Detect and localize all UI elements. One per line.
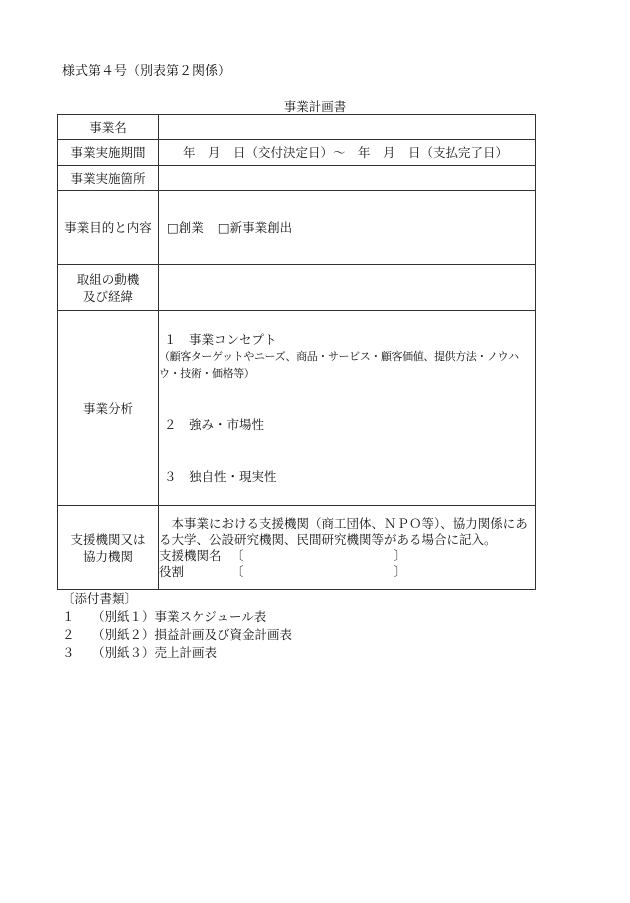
checkbox-startup[interactable]: □創業 [167,220,204,235]
attachment-item [62,626,292,644]
period-text: 年 月 日（交付決定日）～ 年 月 日（支払完了日） [183,145,509,160]
attachment-num: ２ [62,627,75,642]
attachment-num: １ [62,609,75,624]
location-field[interactable] [159,166,536,191]
row-support [58,506,536,590]
row-analysis [58,311,536,506]
motivation-label [58,265,159,311]
attachment-num: ３ [62,645,75,660]
support-label-line2: 協力機関 [82,548,133,564]
purpose-field[interactable] [159,191,536,265]
support-role-close: 〕 [393,563,407,579]
support-org-close: 〕 [393,547,407,563]
support-org-line [159,548,535,564]
attachment-text: （別紙３）売上計画表 [92,645,218,660]
row-business-name [58,115,536,140]
support-label-line1: 支援機関又は [70,531,146,547]
support-field[interactable] [159,506,536,590]
attachments [62,590,292,662]
support-role-line [159,564,535,580]
document-title: 事業計画書 [283,99,347,114]
checkbox-new-business[interactable]: □新事業創出 [217,220,293,235]
analysis-field[interactable] [159,311,536,506]
period-field[interactable] [159,140,536,166]
motivation-label-line1: 取組の動機 [76,271,140,287]
business-name-field[interactable] [159,115,536,140]
support-org-label: 支援機関名 [159,547,222,563]
purpose-label: 事業目的と内容 [58,191,159,265]
support-description: 本事業における支援機関（商工団体、ＮＰＯ等）、協力関係にある大学、公設研究機関、民間研究機関等がある場合に記入。 [159,515,528,547]
analysis-concept-note: （顧客ターゲットやニーズ、商品・サービス・顧客価値、提供方法・ノウハウ・技術・価格等） [159,350,519,380]
row-purpose [58,191,536,265]
purpose-options [159,219,535,236]
support-role-open: 〔 [231,563,244,579]
attachment-item [62,608,292,626]
row-location [58,166,536,191]
location-label: 事業実施箇所 [58,166,159,191]
analysis-item-uniqueness: ３ 独自性・現実性 [164,469,277,484]
attachments-heading: 〔添付書類〕 [62,591,138,606]
support-org-input[interactable] [244,548,394,564]
attachment-text: （別紙２）損益計画及び資金計画表 [92,627,293,642]
analysis-label: 事業分析 [58,311,159,506]
analysis-item-concept: １ 事業コンセプト [164,332,277,347]
form-number: 様式第４号（別表第２関係） [62,64,232,79]
motivation-field[interactable] [159,265,536,311]
period-label: 事業実施期間 [58,140,159,166]
motivation-label-line2: 及び経緯 [82,288,133,304]
support-role-label: 役割 [159,563,185,579]
attachment-item [62,644,292,662]
analysis-item-strength: ２ 強み・市場性 [164,417,265,432]
row-motivation [58,265,536,311]
support-org-open: 〔 [231,547,244,563]
support-role-input[interactable] [244,564,394,580]
row-period [58,140,536,166]
attachment-text: （別紙１）事業スケジュール表 [92,609,267,624]
support-label [58,506,159,590]
business-name-label: 事業名 [58,115,159,140]
business-plan-table [57,114,536,590]
